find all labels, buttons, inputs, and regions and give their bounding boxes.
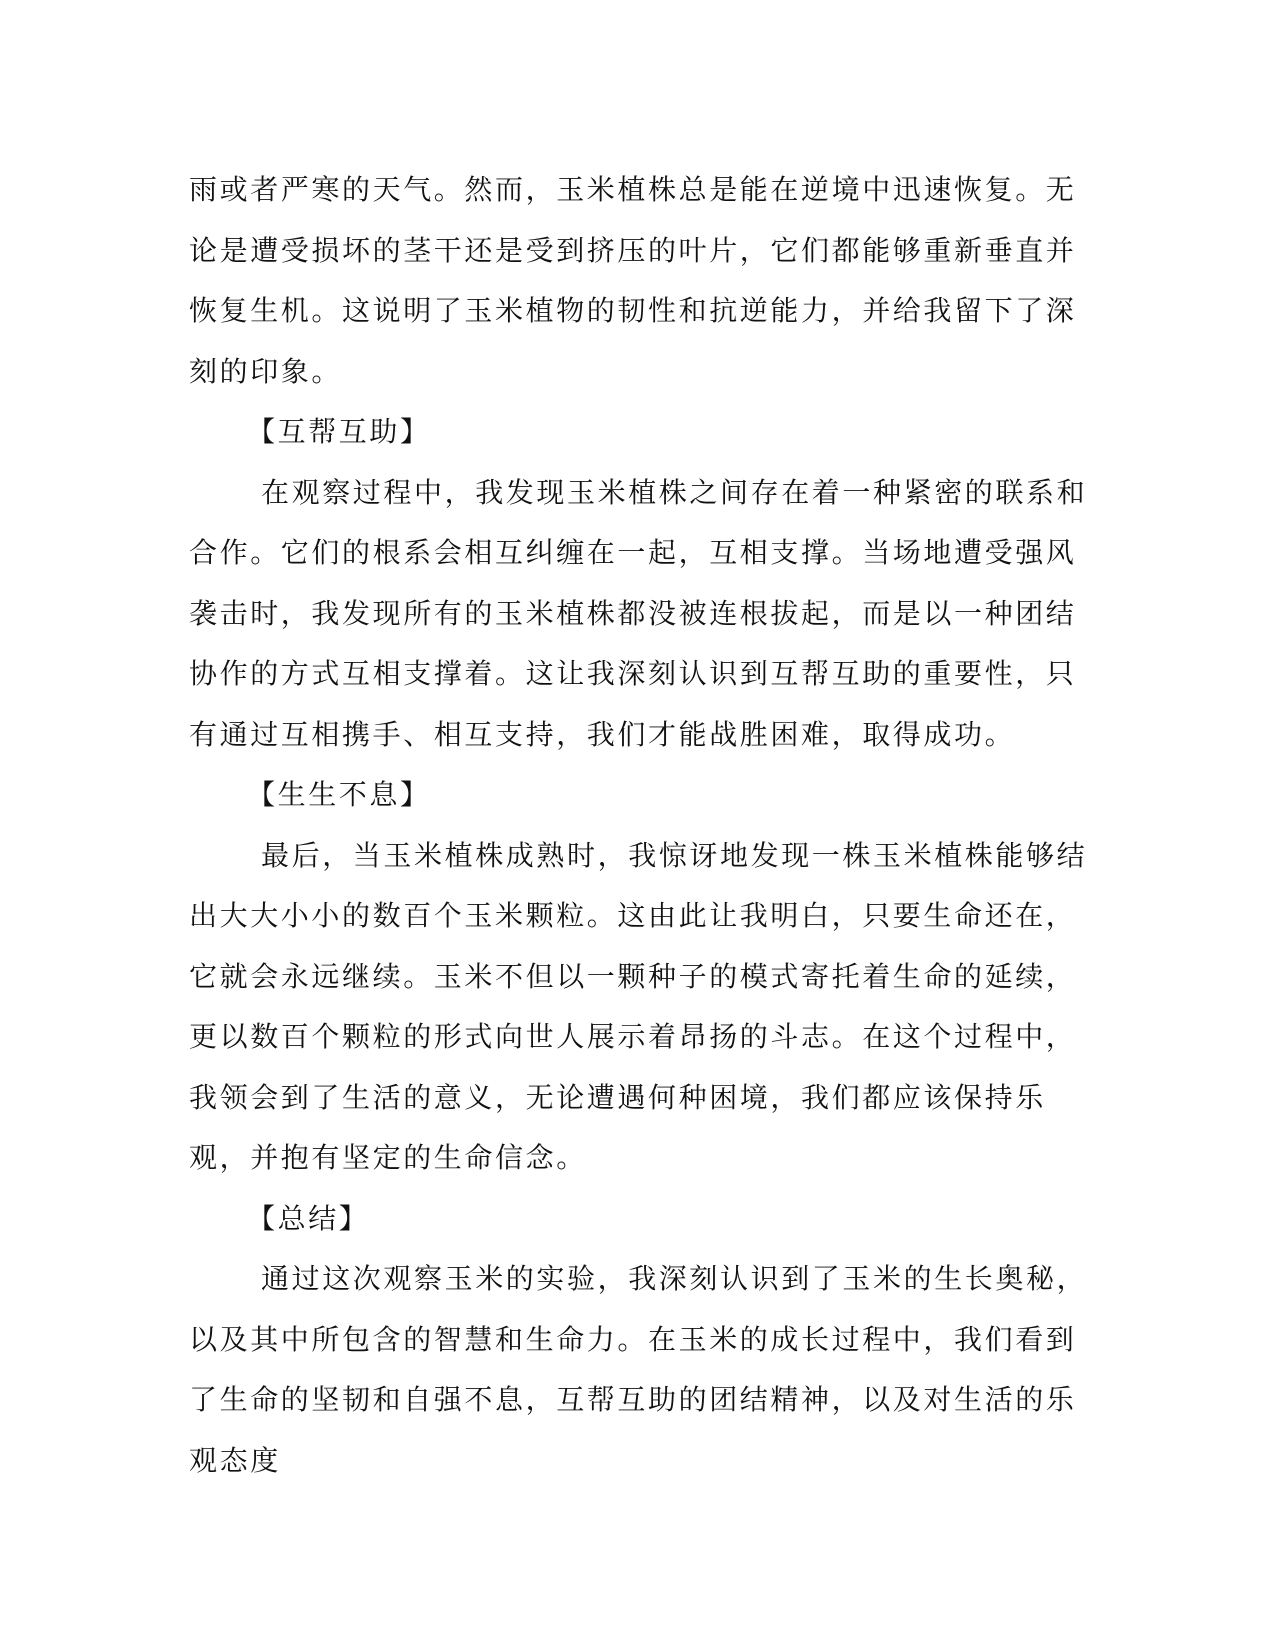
section-heading-summary: 【总结】 [247, 1201, 370, 1235]
paragraph-summary: 通过这次观察玉米的实验，我深刻认识到了玉米的生长奥秘，以及其中所包含的智慧和生命力。在玉米的成长过程中，我们看到了生命的坚韧和自强不息，互帮互助的团结精神，以及对生活的乐观态度 [189, 1262, 1088, 1477]
section-heading-mutual-help: 【互帮互助】 [247, 415, 431, 448]
paragraph-mutual-help: 在观察过程中，我发现玉米植株之间存在着一种紧密的联系和合作。它们的根系会相互纠缠在一起，互相支撑。当场地遭受强风袭击时，我发现所有的玉米植株都没被连根拔起，而是以一种团结协作的方式互相支撑着。这让我深刻认识到互帮互助的重要性，只有通过互相携手、相互支持，我们才能战胜困难，取得成功。 [189, 475, 1088, 751]
section-heading-endless-life: 【生生不息】 [247, 778, 431, 811]
document-body [189, 160, 1089, 1491]
paragraph-endless-life: 最后，当玉米植株成熟时，我惊讶地发现一株玉米植株能够结出大大小小的数百个玉米颗粒。这由此让我明白，只要生命还在，它就会永远继续。玉米不但以一颗种子的模式寄托着生命的延续，更以数百个颗粒的形式向世人展示着昂扬的斗志。在这个过程中，我领会到了生活的意义，无论遭遇何种困境，我们都应该保持乐观，并抱有坚定的生命信念。 [189, 838, 1088, 1174]
paragraph-continuation: 雨或者严寒的天气。然而，玉米植株总是能在逆境中迅速恢复。无论是遭受损坏的茎干还是受到挤压的叶片，它们都能够重新垂直并恢复生机。这说明了玉米植物的韧性和抗逆能力，并给我留下了深刻的印象。 [189, 173, 1077, 388]
